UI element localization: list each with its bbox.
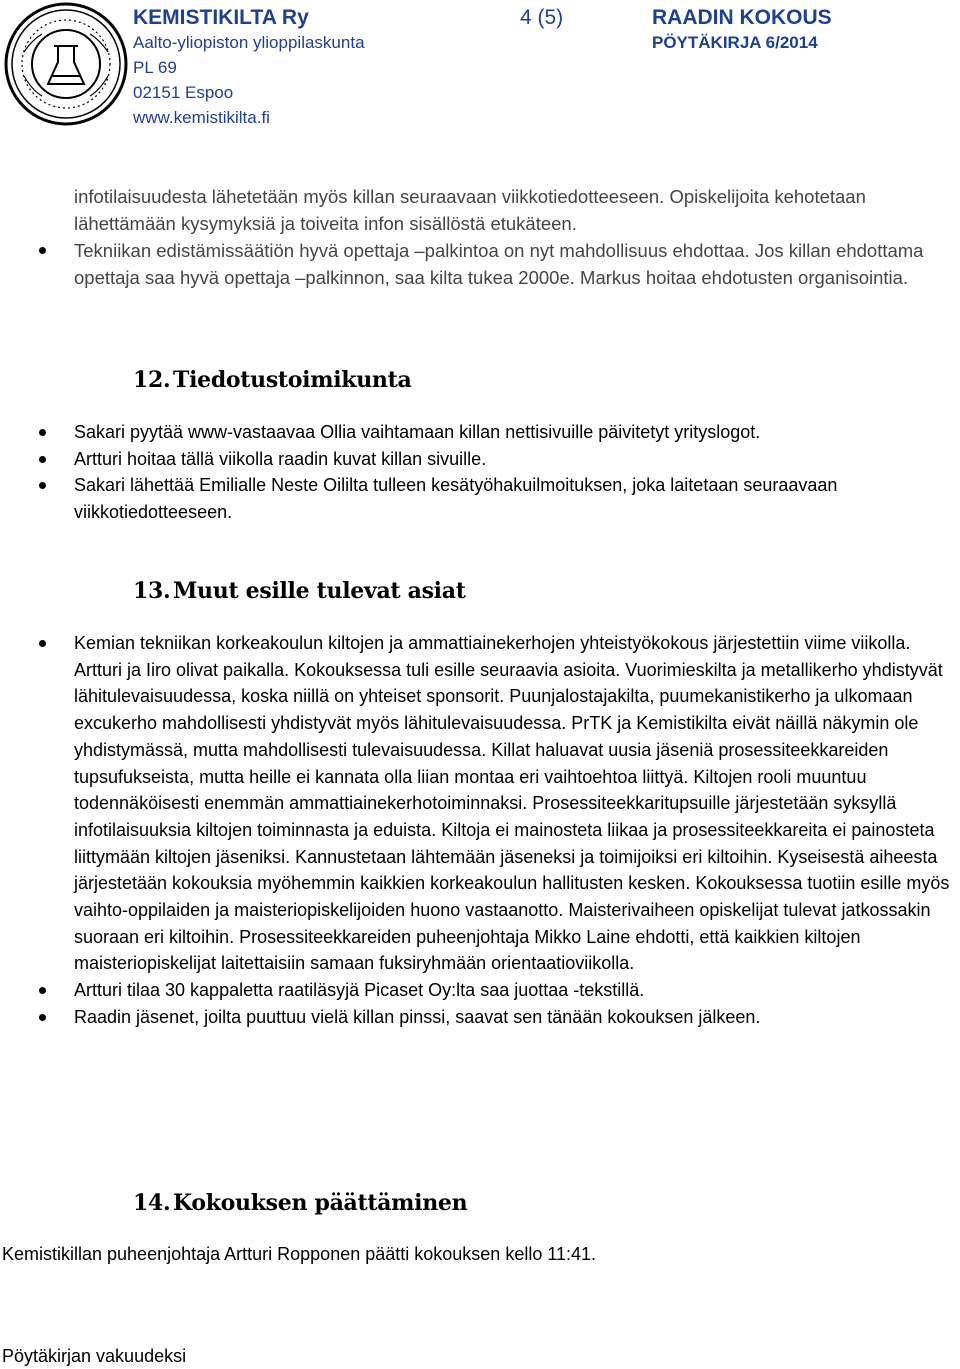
list-item: Raadin jäsenet, joilta puuttuu vielä killan pinssi, saavat sen tänään kokouksen jälkeen. <box>74 1004 954 1031</box>
section-title: Tiedotustoimikunta <box>173 367 412 393</box>
list-item: Sakari pyytää www-vastaavaa Ollia vaihtamaan killan nettisivuille päivitetyt yrityslogot. <box>74 419 954 446</box>
list-item: Artturi tilaa 30 kappaletta raatiläsyjä Picaset Oy:lta saa juottaa -tekstillä. <box>74 977 954 1004</box>
list-item: Kemian tekniikan korkeakoulun kiltojen ja ammattiainekerhojen yhteistyökokous järjestettiin viime viikolla. Artturi ja Iiro olivat paikalla. Kokouksessa tuli esille seuraavia asioita. Vuorimieskilta ja metallikerho yhdistyvät lähitulevaisuudessa, koska niillä on yhteiset sponsorit. Puunjalostajakilta, puumekanistikerho ja ulkomaan excukerho mahdollisesti yhdistyvät myös lähitulevaisuudessa. PrTK ja Kemistikilta eivät näillä näkymin ole yhdistymässä, mutta mahdollisesti tulevaisuudessa. Killat haluavat uusia jäseniä prosessiteekkareiden tupsufukseista, mutta heille ei kannata olla liian montaa eri vaihtoehtoa liittyä. Kiltojen rooli muuntuu todennäköisesti enemmän ammattiainekerhotoiminnaksi. Prosessiteekkaritupsuille järjestetään syksyllä infotilaisuuksia kiltojen toiminnasta ja eduista. Kiltoja ei mainosteta liikaa ja prosessiteekkareita ei painosteta liittymään kiltojen jäseniksi. Kannustetaan lähtemään jäseneksi ja toimijoiksi eri kiltoihin. Kyseisestä aiheesta järjestetään kokouksia myöhemmin kaikkien korkeakoulun hallitusten kesken. Kokouksessa tuotiin esille myös vaihto-oppilaiden ja maisteriopiskelijoiden huono vastaanotto. Maisterivaiheen opiskelijat tulevat jatkossakin suoraan eri kiltoihin. Prosessiteekkareiden puheenjohtaja Mikko Laine ehdotti, että kaikkien kiltojen maisteriopiskelijat laitettaisiin samaan fuksiryhmään orientaatioviikolla. <box>74 630 954 977</box>
section11-bullet-list <box>74 237 954 291</box>
section-title: Muut esille tulevat asiat <box>173 578 466 604</box>
address-line-2: PL 69 <box>133 58 177 77</box>
header-meeting-info <box>652 6 832 55</box>
section13-bullet-list <box>74 630 954 1031</box>
list-item: Tekniikan edistämissäätiön hyvä opettaja –palkintoa on nyt mahdollisuus ehdottaa. Jos killan ehdottama opettaja saa hyvä opettaja –palkinnon, saa kilta tukea 2000e. Markus hoitaa ehdotusten organisointia. <box>74 237 954 291</box>
minutes-number: PÖYTÄKIRJA 6/2014 <box>652 33 818 52</box>
list-item: Sakari lähettää Emilialle Neste Oililta tulleen kesätyöhakuilmoituksen, joka laitetaan seuraavaan viikkotiedotteeseen. <box>74 472 954 525</box>
address-line-3: 02151 Espoo <box>133 83 234 102</box>
list-item: Artturi hoitaa tällä viikolla raadin kuvat killan sivuille. <box>74 446 954 473</box>
section11-continuation: infotilaisuudesta lähetetään myös killan seuraavaan viikkotiedotteeseen. Opiskelijoita kehotetaan lähettämään kysymyksiä ja toiveita infon sisällöstä etukäteen. <box>74 186 866 234</box>
signature-heading: Pöytäkirjan vakuudeksi <box>2 1346 187 1366</box>
section-title: Kokouksen päättäminen <box>173 1190 468 1216</box>
section-number: 14. <box>133 1190 171 1216</box>
section-number: 12. <box>133 367 171 393</box>
section-number: 13. <box>133 578 171 604</box>
org-name: KEMISTIKILTA Ry <box>133 6 309 29</box>
section12-heading <box>133 366 411 394</box>
guild-seal-logo-icon <box>2 0 130 128</box>
section12-bullet-list <box>74 419 954 526</box>
address-line-1: Aalto-yliopiston ylioppilaskunta <box>133 33 365 52</box>
header-organization <box>133 6 365 130</box>
website-link[interactable]: www.kemistikilta.fi <box>133 108 270 127</box>
meeting-title: RAADIN KOKOUS <box>652 6 832 29</box>
closing-statement: Kemistikillan puheenjohtaja Artturi Ropponen päätti kokouksen kello 11:41. <box>2 1244 597 1264</box>
section14-heading <box>133 1189 467 1217</box>
section13-heading <box>133 577 466 605</box>
page-number: 4 (5) <box>520 6 564 29</box>
